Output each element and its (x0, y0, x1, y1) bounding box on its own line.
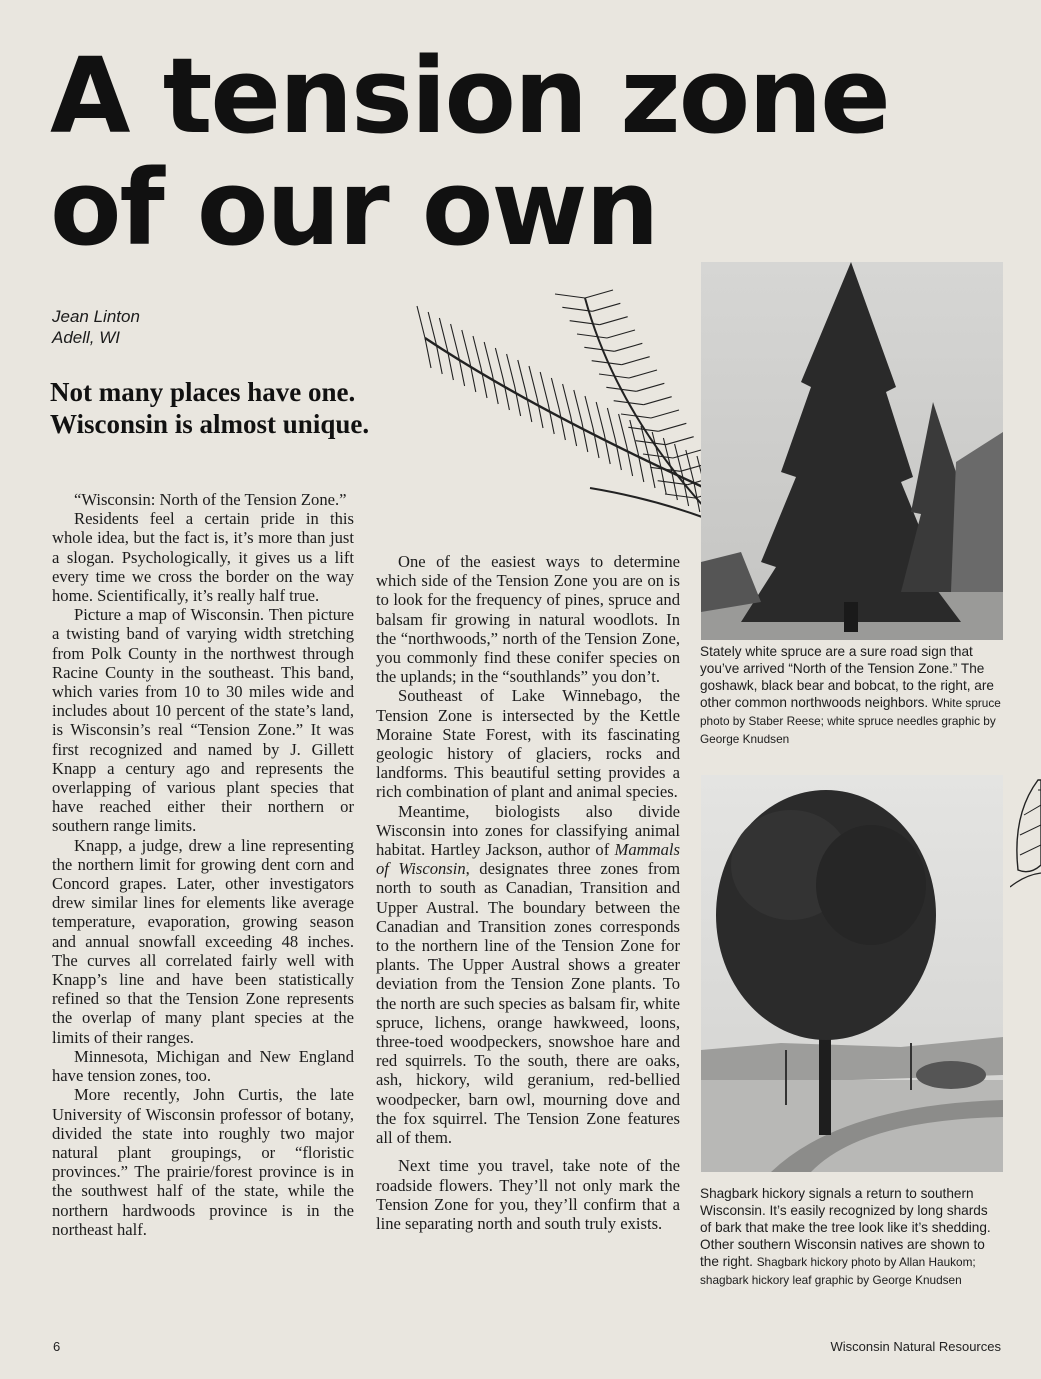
deck-line-1: Not many places have one. (50, 377, 356, 407)
byline (52, 306, 140, 348)
deck-line-2: Wisconsin is almost unique. (50, 409, 370, 439)
book-title: Mammals of Wisconsin (376, 840, 680, 879)
shagbark-hickory-photo (701, 775, 1003, 1172)
spruce-needles-graphic (410, 288, 705, 550)
paragraph: One of the easiest ways to determine which side of the Tension Zone you are on is to look for the frequency of pines, spruce and balsam fir growing in natural woodlots. In the “northwoods,” north of the Tension Zone, you commonly find these conifer species on the uplands; in the “southlands” you don’t. (376, 552, 680, 687)
spruce-caption-text: Stately white spruce are a sure road sign that you’ve arrived “North of the Tension Zone.” The goshawk, black bear and bobcat, to the right, are other common northwoods neighbors. (700, 644, 994, 710)
spruce-photo-credit: White spruce photo by Staber Reese; white spruce needles graphic by George Knudsen (700, 696, 1001, 746)
paragraph: “Wisconsin: North of the Tension Zone.” (74, 490, 347, 509)
white-spruce-photo (701, 262, 1003, 640)
paragraph-text: , designates three zones from north to south as Canadian, Transition and Upper Austral. The boundary between the Canadian and Transition zones corresponds to the northern line of the Tension Zone for plants. The Upper Austral shows a greater deviation from the Tension Zone plants. To the north are such species as balsam fir, white spruce, lichens, orange hawkweed, loons, three-toed woodpeckers, snowshoe hare and red squirrels. To the south, there are oaks, ash, hickory, wild geranium, red-bellied woodpecker, barn owl, mourning dove and the fox squirrel. The Tension Zone features all of them. (376, 859, 680, 1148)
paragraph: Knapp, a judge, drew a line representing the northern limit for growing dent corn and Concord grapes. Later, other investigators drew similar lines for elements like average temperature, evaporation, growing season and annual snowfall exceeding 48 inches. The curves all correlated fairly well with Knapp’s line and have been statistically refined so that the Tension Zone represents the overlap of many plant species at the limits of their ranges. (52, 835, 354, 1047)
hickory-photo-credit: Shagbark hickory photo by Allan Haukom; shagbark hickory leaf graphic by George Knudsen (700, 1255, 976, 1287)
paragraph: Next time you travel, take note of the roadside flowers. They’ll not only mark the Tension Zone for you, they’ll confirm that a line separating north and south truly exists. (376, 1156, 680, 1233)
hickory-caption-text: Shagbark hickory signals a return to southern Wisconsin. It’s easily recognized by long shards of bark that make the tree look like it’s shedding. Other southern Wisconsin natives are shown to the right. (700, 1186, 991, 1269)
author-location: Adell, WI (52, 328, 121, 347)
paragraph: Residents feel a certain pride in this whole idea, but the fact is, it’s more than just a slogan. Psychologically, it gives us a lift every time we cross the border on the way home. Scientifically, it’s really half true. (52, 509, 354, 606)
publication-name: Wisconsin Natural Resources (830, 1339, 1001, 1354)
spruce-caption (700, 643, 1002, 748)
article-column-2 (376, 552, 680, 1233)
article-title: A tension zone of our own (50, 35, 889, 269)
paragraph (376, 802, 680, 1148)
deck (50, 376, 410, 440)
hickory-caption (700, 1185, 1002, 1289)
paragraph-text: Meantime, biologists also divide Wisconsin into zones for classifying animal habitat. Hartley Jackson, author of (376, 801, 680, 860)
author-name: Jean Linton (52, 307, 140, 326)
article-column-1 (52, 490, 354, 1239)
hickory-leaf-graphic (1010, 775, 1041, 895)
paragraph: More recently, John Curtis, the late University of Wisconsin professor of botany, divided the state into roughly two major natural plant groupings, or “floristic provinces.” The prairie/forest province is in the southwest half of the state, while the northern hardwoods province is in the northeast half. (52, 1085, 354, 1239)
paragraph: Southeast of Lake Winnebago, the Tension Zone is intersected by the Kettle Moraine State Forest, with its fascinating geologic history of glaciers, rocks and landforms. This beautiful setting provides a rich combination of plant and animal species. (376, 686, 680, 802)
paragraph: Minnesota, Michigan and New England have tension zones, too. (52, 1046, 354, 1086)
page-number: 6 (53, 1339, 61, 1354)
paragraph: Picture a map of Wisconsin. Then picture a twisting band of varying width stretching from Polk County in the northwest through Racine County in the southeast. This band, which varies from 10 to 30 miles wide and includes about 10 percent of the state’s land, is Wisconsin’s real “Tension Zone.” It was first recognized and named by J. Gillett Knapp a century ago and represents the overlapping of various plant species that have reached either their northern or southern range limits. (52, 605, 354, 836)
